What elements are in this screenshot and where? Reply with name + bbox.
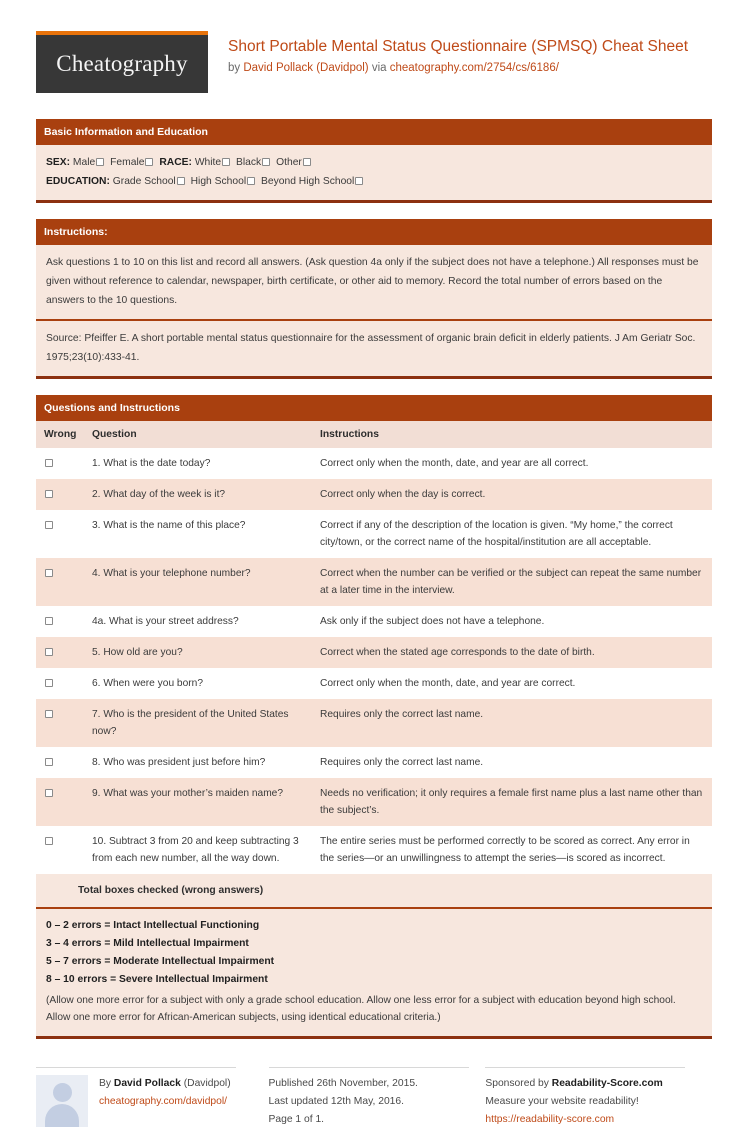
education-option-high-school: High School: [190, 176, 247, 187]
footer-author-handle: (Davidpol): [180, 1078, 231, 1089]
checkbox-wrong[interactable]: [45, 490, 53, 498]
question-cell: 8. Who was president just before him?: [84, 747, 312, 778]
avatar-body-shape: [45, 1104, 79, 1127]
table-row: [36, 558, 712, 606]
wrong-cell: [36, 510, 84, 558]
race-option-black: Black: [236, 157, 262, 168]
footer-author-url-line: [99, 1093, 231, 1111]
wrong-cell: [36, 747, 84, 778]
scoring-note: (Allow one more error for a subject with only a grade school education. Allow one less error for a subject with education beyond high school. Allow one more error for African-American subjects, using identical educational criteria.): [46, 995, 676, 1023]
page-footer: [36, 1057, 712, 1129]
questions-table-body: [36, 448, 712, 907]
table-row: [36, 510, 712, 558]
table-row: [36, 747, 712, 778]
score-line: 3 – 4 errors = Mild Intellectual Impairment: [46, 938, 249, 949]
basic-information-body: [36, 145, 712, 200]
checkbox-wrong[interactable]: [45, 710, 53, 718]
wrong-cell: [36, 558, 84, 606]
instruction-cell: Correct when the number can be verified or the subject can repeat the same number at a later time in the interview.: [312, 558, 712, 606]
checkbox-white[interactable]: [222, 158, 230, 166]
footer-author-column: [36, 1067, 269, 1129]
table-header-row: [36, 421, 712, 448]
page-header: [36, 31, 712, 103]
table-row: [36, 479, 712, 510]
wrong-cell: [36, 448, 84, 479]
education-option-beyond-high-school: Beyond High School: [261, 176, 355, 187]
page-title: Short Portable Mental Status Questionnaire (SPMSQ) Cheat Sheet: [228, 38, 689, 55]
score-line: 5 – 7 errors = Moderate Intellectual Impairment: [46, 956, 275, 967]
basic-information-heading: Basic Information and Education: [36, 119, 712, 145]
instruction-cell: Correct only when the month, date, and year are all correct.: [312, 448, 712, 479]
race-label: RACE:: [159, 157, 192, 168]
checkbox-wrong[interactable]: [45, 789, 53, 797]
checkbox-black[interactable]: [262, 158, 270, 166]
question-cell: 4. What is your telephone number?: [84, 558, 312, 606]
wrong-cell: [36, 699, 84, 747]
table-row: [36, 826, 712, 874]
instruction-cell: The entire series must be performed correctly to be scored as correct. Any error in the series—or an unwillingness to attempt the series—is scored as incorrect.: [312, 826, 712, 874]
education-line: [46, 172, 702, 191]
logo-text: Cheatography: [56, 51, 188, 76]
checkbox-wrong[interactable]: [45, 459, 53, 467]
questions-heading: Questions and Instructions: [36, 395, 712, 421]
title-block: [208, 31, 688, 77]
table-row: [36, 668, 712, 699]
footer-sponsor-column: [485, 1067, 712, 1129]
avatar-head-shape: [53, 1083, 72, 1102]
score-line: 8 – 10 errors = Severe Intellectual Impairment: [46, 974, 268, 985]
instructions-source-text: Source: Pfeiffer E. A short portable mental status questionnaire for the assessment of organic brain deficit in elderly patients. J Am Geriatr Soc. 1975;23(10):433-41.: [46, 333, 696, 363]
table-row: [36, 637, 712, 668]
checkbox-wrong[interactable]: [45, 521, 53, 529]
instruction-cell: Needs no verification; it only requires a female first name plus a last name other than the subject’s.: [312, 778, 712, 826]
sex-option-female: Female: [110, 157, 145, 168]
checkbox-wrong[interactable]: [45, 617, 53, 625]
checkbox-wrong[interactable]: [45, 569, 53, 577]
checkbox-wrong[interactable]: [45, 758, 53, 766]
question-cell: 2. What day of the week is it?: [84, 479, 312, 510]
instruction-cell: Requires only the correct last name.: [312, 747, 712, 778]
scoring-section: [36, 907, 712, 1039]
wrong-cell: [36, 668, 84, 699]
instruction-cell: Requires only the correct last name.: [312, 699, 712, 747]
sex-label: SEX:: [46, 157, 71, 168]
score-line: 0 – 2 errors = Intact Intellectual Functioning: [46, 920, 260, 931]
instructions-body: [36, 245, 712, 321]
checkbox-wrong[interactable]: [45, 837, 53, 845]
checkbox-wrong[interactable]: [45, 679, 53, 687]
question-cell: 5. How old are you?: [84, 637, 312, 668]
wrong-cell: [36, 606, 84, 637]
footer-author-name: David Pollack: [113, 1078, 181, 1089]
wrong-cell: [36, 826, 84, 874]
table-row: [36, 606, 712, 637]
instruction-cell: Correct only when the month, date, and year are correct.: [312, 668, 712, 699]
checkbox-other[interactable]: [303, 158, 311, 166]
totals-row: [36, 874, 712, 907]
footer-sponsor-line: [485, 1075, 712, 1093]
instruction-cell: Correct when the stated age corresponds to the date of birth.: [312, 637, 712, 668]
education-label: EDUCATION:: [46, 176, 110, 187]
checkbox-beyond-high-school[interactable]: [355, 177, 363, 185]
question-cell: 9. What was your mother’s maiden name?: [84, 778, 312, 826]
footer-sponsor-tagline: Measure your website readability!: [485, 1096, 639, 1107]
question-cell: 6. When were you born?: [84, 668, 312, 699]
instructions-section: [36, 219, 712, 379]
column-header-question: Question: [84, 421, 312, 448]
basic-information-section: [36, 119, 712, 203]
instruction-cell: Ask only if the subject does not have a telephone.: [312, 606, 712, 637]
questions-table: [36, 421, 712, 907]
wrong-cell: [36, 778, 84, 826]
instructions-text: Ask questions 1 to 10 on this list and record all answers. (Ask question 4a only if the subject does not have a telephone.) All responses must be given without reference to calendar, newspaper, birth certificate, or other aid to memory. Record the total number of errors based on the answers to the 10 questions.: [46, 257, 699, 306]
checkbox-wrong[interactable]: [45, 648, 53, 656]
scoring-body: [36, 907, 712, 1036]
checkbox-female[interactable]: [145, 158, 153, 166]
footer-author-url-link[interactable]: cheatography.com/davidpol/: [99, 1096, 228, 1107]
wrong-cell: [36, 479, 84, 510]
table-row: [36, 778, 712, 826]
instructions-source-body: [36, 321, 712, 376]
cheatography-logo[interactable]: [36, 31, 208, 93]
questions-section: [36, 395, 712, 910]
footer-by-prefix: By: [99, 1078, 114, 1089]
table-row: [36, 448, 712, 479]
question-cell: 10. Subtract 3 from 20 and keep subtracting 3 from each new number, all the way down.: [84, 826, 312, 874]
table-row: [36, 699, 712, 747]
race-option-other: Other: [276, 157, 302, 168]
column-header-wrong: Wrong: [36, 421, 84, 448]
checkbox-grade-school[interactable]: [177, 177, 185, 185]
footer-publish-column: [269, 1067, 486, 1129]
source-url-link[interactable]: cheatography.com/2754/cs/6186/: [389, 62, 559, 74]
column-header-instructions: Instructions: [312, 421, 712, 448]
question-cell: 3. What is the name of this place?: [84, 510, 312, 558]
question-cell: 7. Who is the president of the United States now?: [84, 699, 312, 747]
footer-updated: Last updated 12th May, 2016.: [268, 1096, 404, 1107]
footer-page-number: Page 1 of 1.: [268, 1114, 325, 1125]
by-prefix: by: [228, 62, 244, 74]
wrong-cell: [36, 637, 84, 668]
avatar: [36, 1075, 88, 1127]
instruction-cell: Correct only when the day is correct.: [312, 479, 712, 510]
footer-sponsor-prefix: Sponsored by: [485, 1078, 552, 1089]
footer-sponsor-url-line: [485, 1111, 712, 1129]
race-option-white: White: [194, 157, 222, 168]
footer-published: Published 26th November, 2015.: [268, 1078, 418, 1089]
instructions-heading: Instructions:: [36, 219, 712, 245]
byline: [228, 59, 688, 77]
author-link[interactable]: David Pollack (Davidpol): [243, 62, 369, 74]
checkbox-male[interactable]: [96, 158, 104, 166]
question-cell: 4a. What is your street address?: [84, 606, 312, 637]
footer-author-meta: [88, 1075, 231, 1129]
sex-race-line: [46, 153, 702, 172]
checkbox-high-school[interactable]: [247, 177, 255, 185]
via-text: via: [368, 62, 390, 74]
footer-sponsor-name: Readability-Score.com: [551, 1078, 663, 1089]
footer-sponsor-url-link[interactable]: https://readability-score.com: [485, 1114, 615, 1125]
education-option-grade-school: Grade School: [112, 176, 176, 187]
question-cell: 1. What is the date today?: [84, 448, 312, 479]
totals-label: Total boxes checked (wrong answers): [36, 874, 712, 907]
footer-author-line: [99, 1075, 231, 1093]
instruction-cell: Correct if any of the description of the location is given. “My home,” the correct city/town, or the correct name of the hospital/institution are all acceptable.: [312, 510, 712, 558]
sex-option-male: Male: [72, 157, 96, 168]
